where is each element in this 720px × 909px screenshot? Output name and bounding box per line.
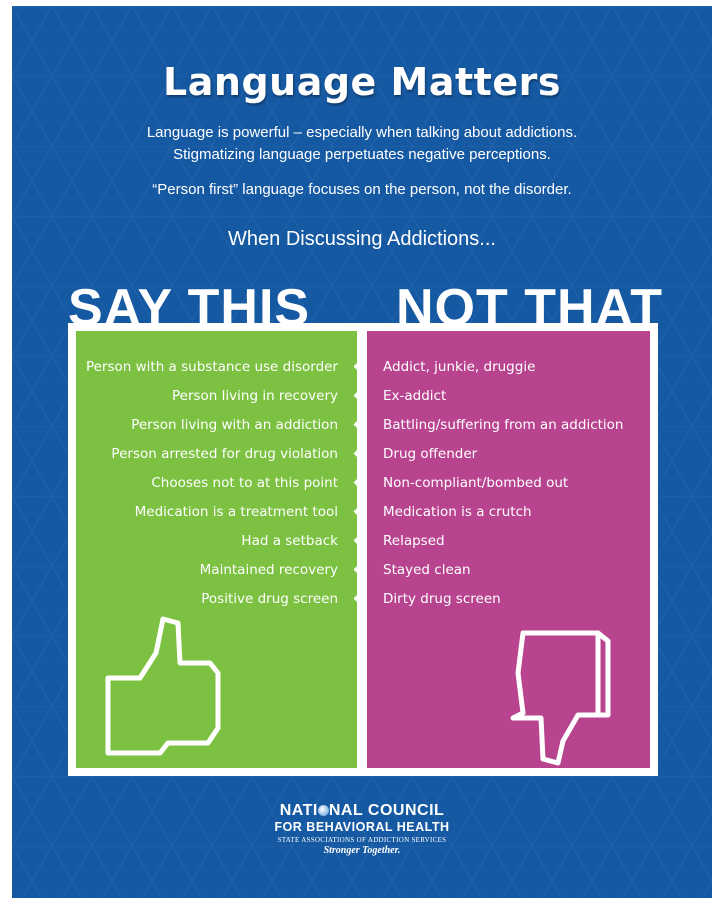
logo-line-1 [12, 801, 712, 820]
diamond-divider-icon [354, 507, 364, 517]
say-phrase: Person living in recovery [172, 388, 338, 404]
say-phrase: Chooses not to at this point [151, 475, 338, 491]
logo-text-a: NATI [279, 802, 318, 819]
not-phrase: Non-compliant/bombed out [383, 475, 569, 491]
comparison-row [12, 502, 712, 531]
not-phrase: Drug offender [383, 446, 478, 462]
not-phrase: Addict, junkie, druggie [383, 359, 536, 375]
poster-title: Language Matters [163, 60, 561, 104]
diamond-divider-icon [354, 565, 364, 575]
say-phrase: Person with a substance use disorder [85, 359, 338, 375]
not-phrase: Dirty drug screen [383, 591, 501, 607]
comparison-row [12, 531, 712, 560]
poster [12, 6, 712, 898]
diamond-divider-icon [354, 594, 364, 604]
comparison-row [12, 444, 712, 473]
logo-line-2: FOR BEHAVIORAL HEALTH [274, 820, 450, 834]
diamond-divider-icon [354, 478, 364, 488]
intro-line-1: Language is powerful – especially when talking about addictions. [146, 124, 578, 141]
say-phrase: Person living with an addiction [131, 417, 338, 433]
globe-icon [318, 805, 329, 816]
say-phrase: Medication is a treatment tool [134, 504, 338, 520]
logo-tagline: Stronger Together. [323, 845, 401, 856]
say-this-heading: SAY THIS [68, 279, 311, 337]
diamond-divider-icon [354, 391, 364, 401]
say-phrase: Had a setback [241, 533, 338, 549]
diamond-divider-icon [354, 536, 364, 546]
comparison-row [12, 386, 712, 415]
not-phrase: Ex-addict [383, 388, 447, 404]
logo-text-b: NAL COUNCIL [328, 802, 445, 819]
not-phrase: Relapsed [383, 533, 445, 549]
national-council-logo [12, 801, 712, 857]
diamond-divider-icon [354, 362, 364, 372]
intro-line-3: “Person first” language focuses on the person, not the disorder. [152, 181, 572, 198]
not-phrase: Battling/suffering from an addiction [383, 417, 624, 433]
not-phrase: Medication is a crutch [383, 504, 532, 520]
diamond-divider-icon [354, 449, 364, 459]
not-phrase: Stayed clean [383, 562, 471, 578]
comparison-row [12, 473, 712, 502]
comparison-row [12, 589, 712, 618]
say-phrase: Maintained recovery [199, 562, 338, 578]
not-that-heading: NOT THAT [396, 279, 663, 337]
diamond-divider-icon [354, 420, 364, 430]
say-phrase: Person arrested for drug violation [111, 446, 338, 462]
comparison-row [12, 357, 712, 386]
say-phrase: Positive drug screen [201, 591, 338, 607]
intro-line-2: Stigmatizing language perpetuates negative perceptions. [173, 146, 551, 163]
section-label: When Discussing Addictions... [228, 228, 496, 250]
comparison-row [12, 415, 712, 444]
logo-line-3: STATE ASSOCIATIONS OF ADDICTION SERVICES [277, 836, 447, 844]
comparison-row [12, 560, 712, 589]
